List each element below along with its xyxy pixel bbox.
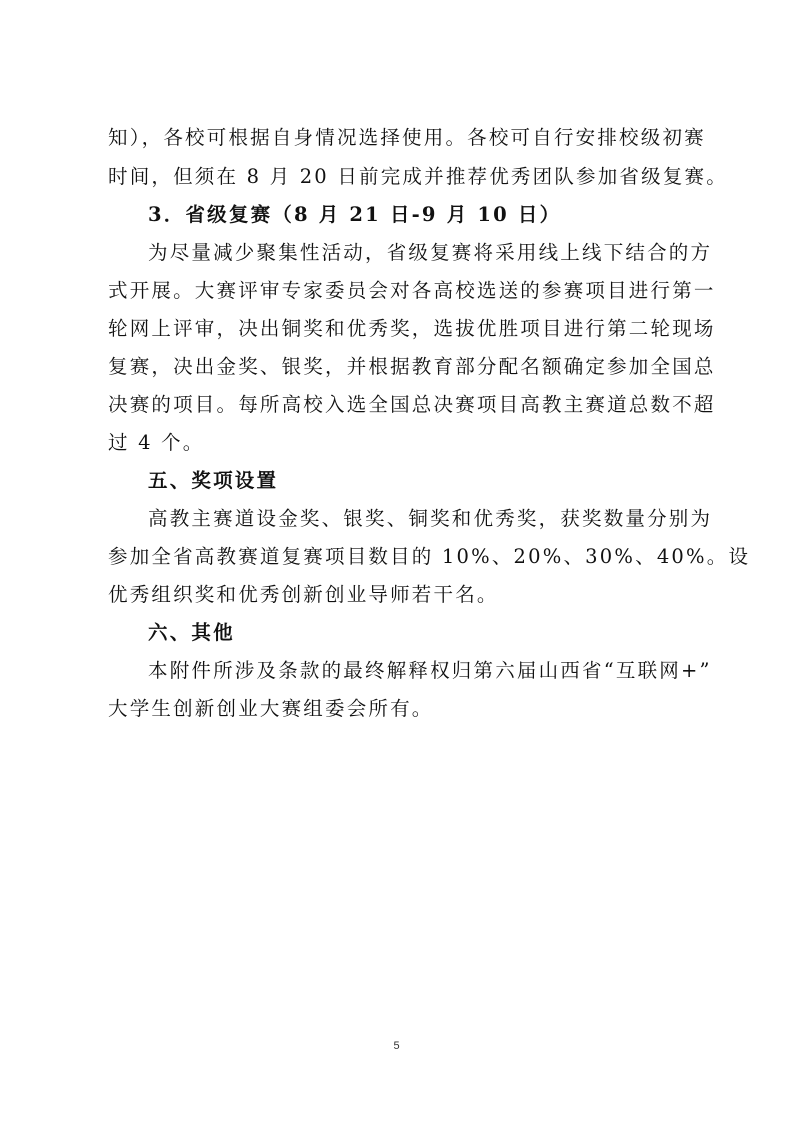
paragraph-line-3: 为尽量减少聚集性活动，省级复赛将采用线上线下结合的方 [148,241,713,264]
paragraph-line-4: 式开展。大赛评审专家委员会对各高校选送的参赛项目进行第一 [108,279,716,302]
paragraph-line-7: 决赛的项目。每所高校入选全国总决赛项目高教主赛道总数不超 [108,393,716,416]
paragraph-line-8: 过 4 个。 [108,431,205,454]
paragraph-line-1: 知），各校可根据自身情况选择使用。各校可自行安排校级初赛 [108,126,706,149]
paragraph-line-13: 大学生创新创业大赛组委会所有。 [108,697,434,720]
paragraph-line-5: 轮网上评审，决出铜奖和优秀奖，选拔优胜项目进行第二轮现场 [108,317,716,340]
paragraph-line-10: 参加全省高教赛道复赛项目数目的 10%、20%、30%、40%。设 [108,545,751,568]
paragraph-line-12: 本附件所涉及条款的最终解释权归第六届山西省“互联网+” [148,659,712,682]
paragraph-line-11: 优秀组织奖和优秀创新创业导师若干名。 [108,583,499,606]
section-heading-provincial-semifinal: 3．省级复赛（8 月 21 日-9 月 10 日） [148,203,562,226]
paragraph-line-2: 时间，但须在 8 月 20 日前完成并推荐优秀团队参加省级复赛。 [108,165,728,188]
paragraph-line-6: 复赛，决出金奖、银奖，并根据教育部分配名额确定参加全国总 [108,355,716,378]
section-heading-other: 六、其他 [148,621,235,644]
section-heading-awards: 五、奖项设置 [148,469,279,492]
page-number: 5 [393,1040,400,1052]
paragraph-line-9: 高教主赛道设金奖、银奖、铜奖和优秀奖，获奖数量分别为 [148,507,713,530]
